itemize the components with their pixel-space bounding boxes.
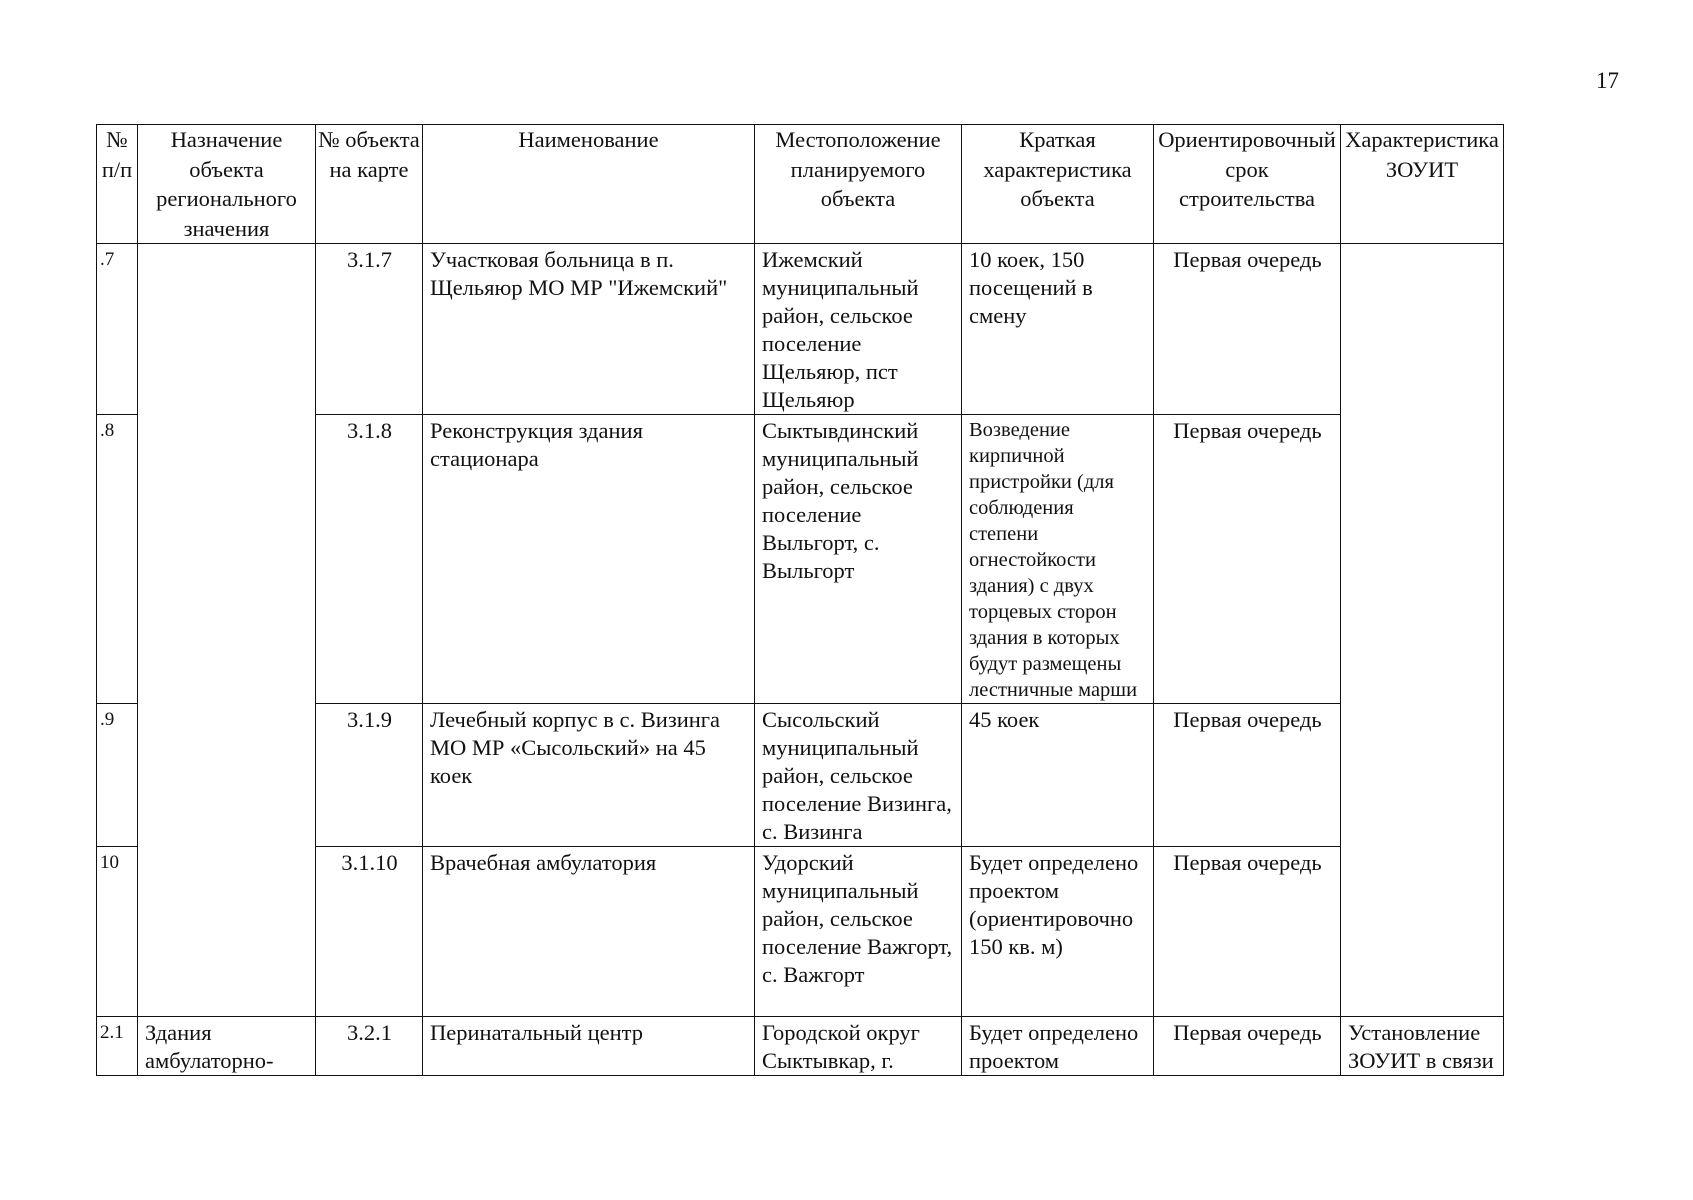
row-num: .7 — [97, 244, 138, 415]
map-no: 3.1.10 — [316, 847, 423, 1017]
object-location: Ижемский муниципальный район, сельское поселение Щельяюр, пст Щельяюр — [755, 244, 962, 415]
zouit-cell-empty — [1341, 244, 1504, 1017]
map-no: 3.1.9 — [316, 704, 423, 847]
header-name: Наименование — [423, 125, 755, 244]
object-location: Сысольский муниципальный район, сельское поселение Визинга, с. Визинга — [755, 704, 962, 847]
row-num: .9 — [97, 704, 138, 847]
objects-table — [96, 124, 1504, 1076]
row-num: 10 — [97, 847, 138, 1017]
header-term: Ориентировочный срок строительства — [1154, 125, 1341, 244]
row-num: 2.1 — [97, 1017, 138, 1076]
construction-term: Первая очередь — [1154, 1017, 1341, 1076]
map-no: 3.1.8 — [316, 415, 423, 704]
object-location: Сыктывдинский муниципальный район, сельское поселение Выльгорт, с. Выльгорт — [755, 415, 962, 704]
table-row — [97, 244, 1504, 415]
header-purpose: Назначение объекта регионального значения — [138, 125, 316, 244]
purpose-cell-empty — [138, 244, 316, 1017]
header-map-no: № объекта на карте — [316, 125, 423, 244]
map-no: 3.1.7 — [316, 244, 423, 415]
row-num: .8 — [97, 415, 138, 704]
object-location: Удорский муниципальный район, сельское поселение Важгорт, с. Важгорт — [755, 847, 962, 1017]
object-characteristic: 45 коек — [962, 704, 1154, 847]
object-name: Лечебный корпус в с. Визинга МО МР «Сысольский» на 45 коек — [423, 704, 755, 847]
object-characteristic: Будет определено проектом — [962, 1017, 1154, 1076]
header-row — [97, 125, 1504, 244]
zouit-characteristic: Установление ЗОУИТ в связи — [1341, 1017, 1504, 1076]
object-purpose: Здания амбулаторно- — [138, 1017, 316, 1076]
table-row — [97, 1017, 1504, 1076]
object-characteristic: Возведение кирпичной пристройки (для соблюдения степени огнестойкости здания) с двух торцевых сторон здания в которых будут размещены лестничные марши — [962, 415, 1154, 704]
object-name: Участковая больница в п. Щельяюр МО МР "Ижемский" — [423, 244, 755, 415]
object-characteristic: 10 коек, 150 посещений в смену — [962, 244, 1154, 415]
construction-term: Первая очередь — [1154, 244, 1341, 415]
header-zouit: Характеристика ЗОУИТ — [1341, 125, 1504, 244]
object-location: Городской округ Сыктывкар, г. — [755, 1017, 962, 1076]
object-name: Врачебная амбулатория — [423, 847, 755, 1017]
page-number: 17 — [1596, 68, 1619, 93]
header-characteristic: Краткая характеристика объекта — [962, 125, 1154, 244]
object-name: Перинатальный центр — [423, 1017, 755, 1076]
construction-term: Первая очередь — [1154, 704, 1341, 847]
header-num: № п/п — [97, 125, 138, 244]
object-characteristic: Будет определено проектом (ориентировочно 150 кв. м) — [962, 847, 1154, 1017]
header-location: Местоположение планируемого объекта — [755, 125, 962, 244]
construction-term: Первая очередь — [1154, 847, 1341, 1017]
map-no: 3.2.1 — [316, 1017, 423, 1076]
object-name: Реконструкция здания стационара — [423, 415, 755, 704]
construction-term: Первая очередь — [1154, 415, 1341, 704]
